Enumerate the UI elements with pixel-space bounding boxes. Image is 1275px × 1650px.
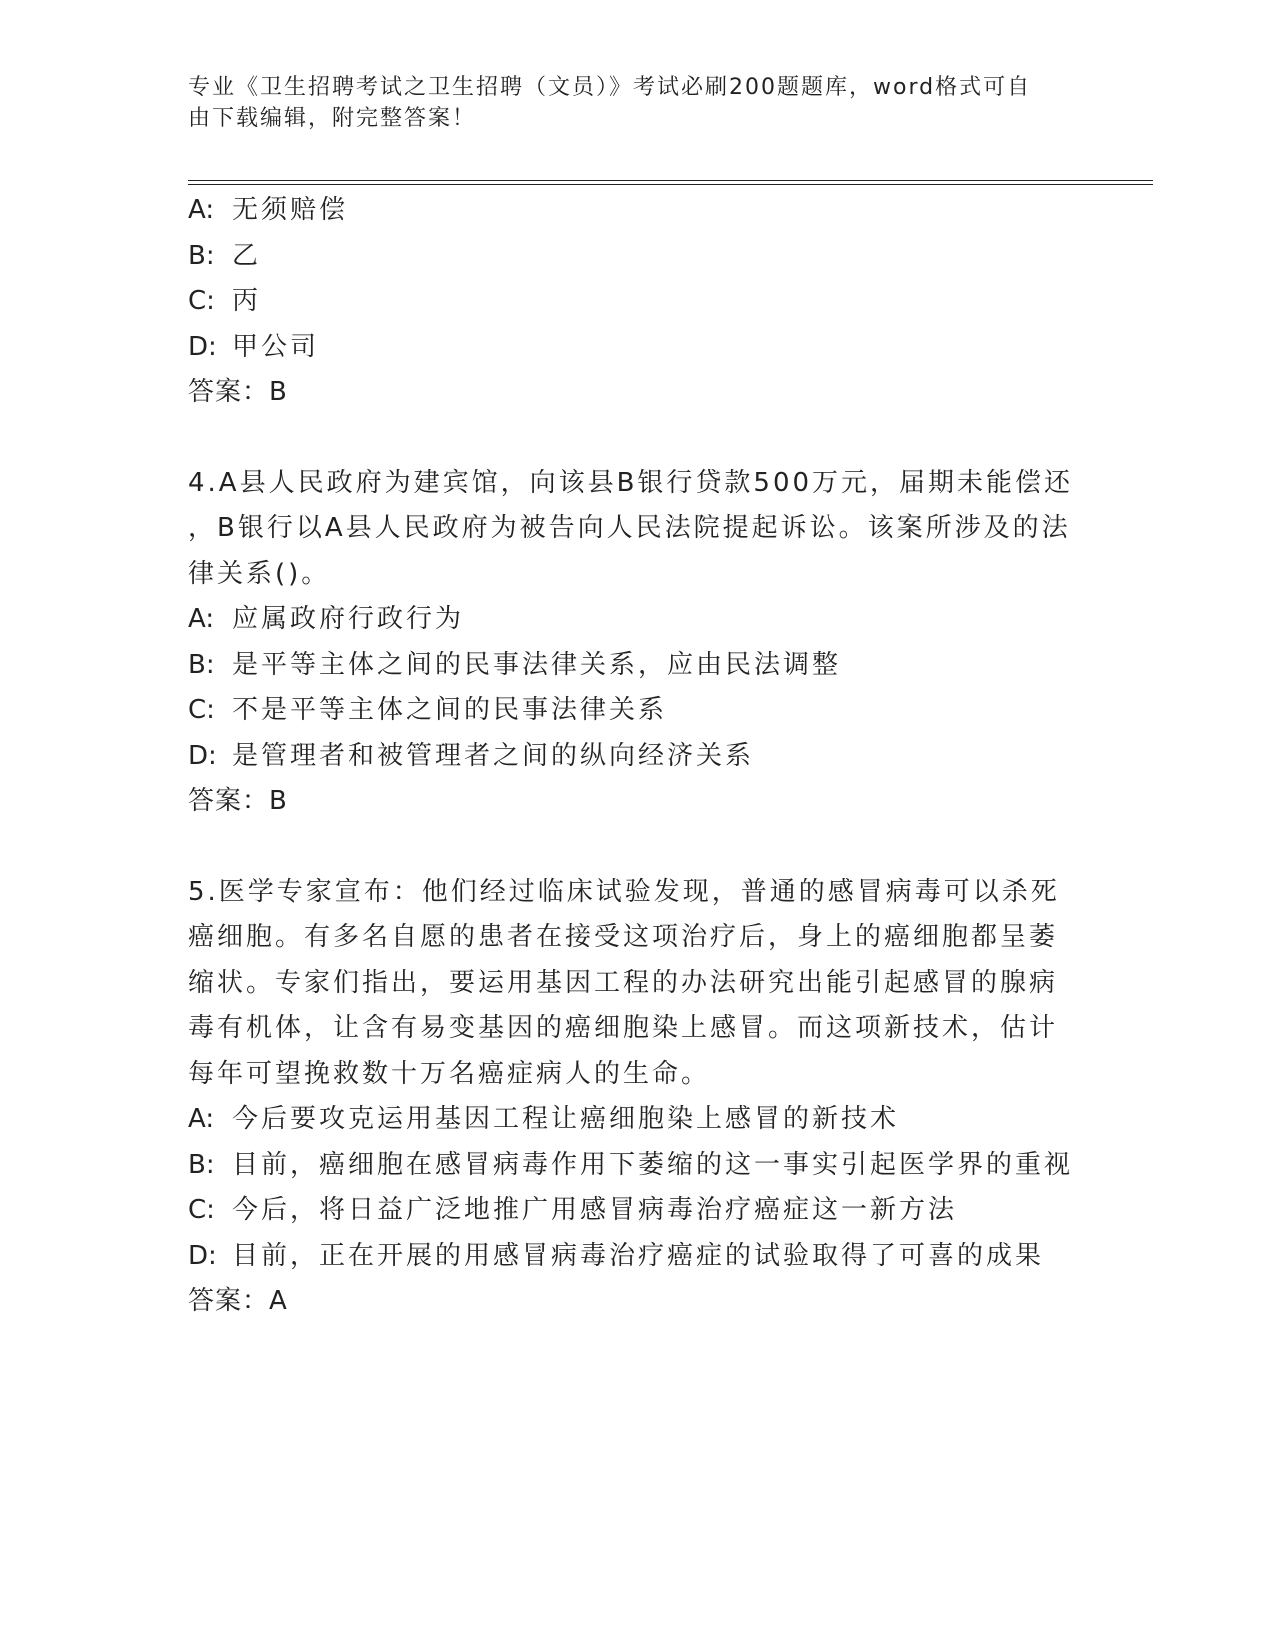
stem-line: 癌细胞。有多名自愿的患者在接受这项治疗后，身上的癌细胞都呈萎	[188, 922, 1059, 952]
option-text: 今后，将日益广泛地推广用感冒病毒治疗癌症这一新方法	[232, 1195, 958, 1225]
option-c	[188, 688, 1088, 734]
option-label: B:	[188, 649, 215, 680]
header-divider-bottom	[188, 184, 1153, 185]
option-b	[188, 1143, 1088, 1189]
option-d	[188, 325, 1088, 371]
option-label: A:	[188, 1104, 215, 1134]
stem-line: 每年可望挽救数十万名癌症病人的生命。	[188, 1058, 711, 1089]
stem-line: ，B银行以A县人民政府为被告向人民法院提起诉讼。该案所涉及的法	[188, 513, 1071, 543]
question-block	[188, 188, 1088, 416]
option-text: 乙	[232, 240, 262, 271]
header-divider-top	[188, 180, 1153, 181]
question-block	[188, 870, 1088, 1325]
stem-line: 5.医学专家宣布：他们经过临床试验发现，普通的感冒病毒可以杀死	[188, 876, 1060, 907]
option-a	[188, 597, 1088, 643]
option-a	[188, 1097, 1088, 1143]
option-label: D:	[188, 331, 217, 362]
spacer	[188, 416, 1088, 461]
answer-line: 答案：B	[188, 377, 288, 407]
option-text: 是管理者和被管理者之间的纵向经济关系	[232, 740, 755, 771]
document-header	[188, 72, 1068, 134]
option-text: 不是平等主体之间的民事法律关系	[232, 695, 668, 725]
option-c	[188, 1188, 1088, 1234]
spacer	[188, 825, 1088, 870]
question-stem	[188, 461, 1088, 598]
option-label: A:	[188, 604, 215, 634]
option-d	[188, 1234, 1088, 1280]
option-b	[188, 643, 1088, 689]
question-stem	[188, 870, 1088, 1098]
option-b	[188, 234, 1088, 280]
option-d	[188, 734, 1088, 780]
option-label: D:	[188, 1240, 217, 1271]
option-label: C:	[188, 286, 215, 316]
stem-line: 律关系()。	[188, 558, 331, 589]
header-title-line-2: 由下载编辑，附完整答案！	[188, 106, 477, 131]
option-c	[188, 279, 1088, 325]
option-text: 目前，正在开展的用感冒病毒治疗癌症的试验取得了可喜的成果	[232, 1240, 1045, 1271]
question-list	[188, 188, 1088, 1325]
answer-line: 答案：A	[188, 1286, 288, 1316]
option-label: B:	[188, 240, 215, 271]
option-text: 今后要攻克运用基因工程让癌细胞染上感冒的新技术	[232, 1104, 900, 1134]
option-label: C:	[188, 1195, 215, 1225]
option-label: C:	[188, 695, 215, 725]
stem-line: 毒有机体，让含有易变基因的癌细胞染上感冒。而这项新技术，估计	[188, 1013, 1059, 1043]
option-a	[188, 188, 1088, 234]
option-text: 是平等主体之间的民事法律关系，应由民法调整	[232, 649, 842, 680]
option-text: 目前，癌细胞在感冒病毒作用下萎缩的这一事实引起医学界的重视	[232, 1149, 1074, 1180]
question-block	[188, 461, 1088, 825]
stem-line: 缩状。专家们指出，要运用基因工程的办法研究出能引起感冒的腺病	[188, 967, 1059, 998]
answer-line: 答案：B	[188, 786, 288, 816]
option-text: 丙	[232, 286, 262, 316]
option-label: B:	[188, 1149, 215, 1180]
option-text: 甲公司	[232, 331, 320, 362]
stem-line: 4.A县人民政府为建宾馆，向该县B银行贷款500万元，届期未能偿还	[188, 467, 1074, 498]
header-title-line-1: 专业《卫生招聘考试之卫生招聘（文员）》考试必刷200题题库，word格式可自	[188, 75, 1032, 100]
option-label: A:	[188, 195, 215, 225]
option-text: 应属政府行政行为	[232, 604, 465, 634]
option-text: 无须赔偿	[232, 195, 349, 225]
option-label: D:	[188, 740, 217, 771]
